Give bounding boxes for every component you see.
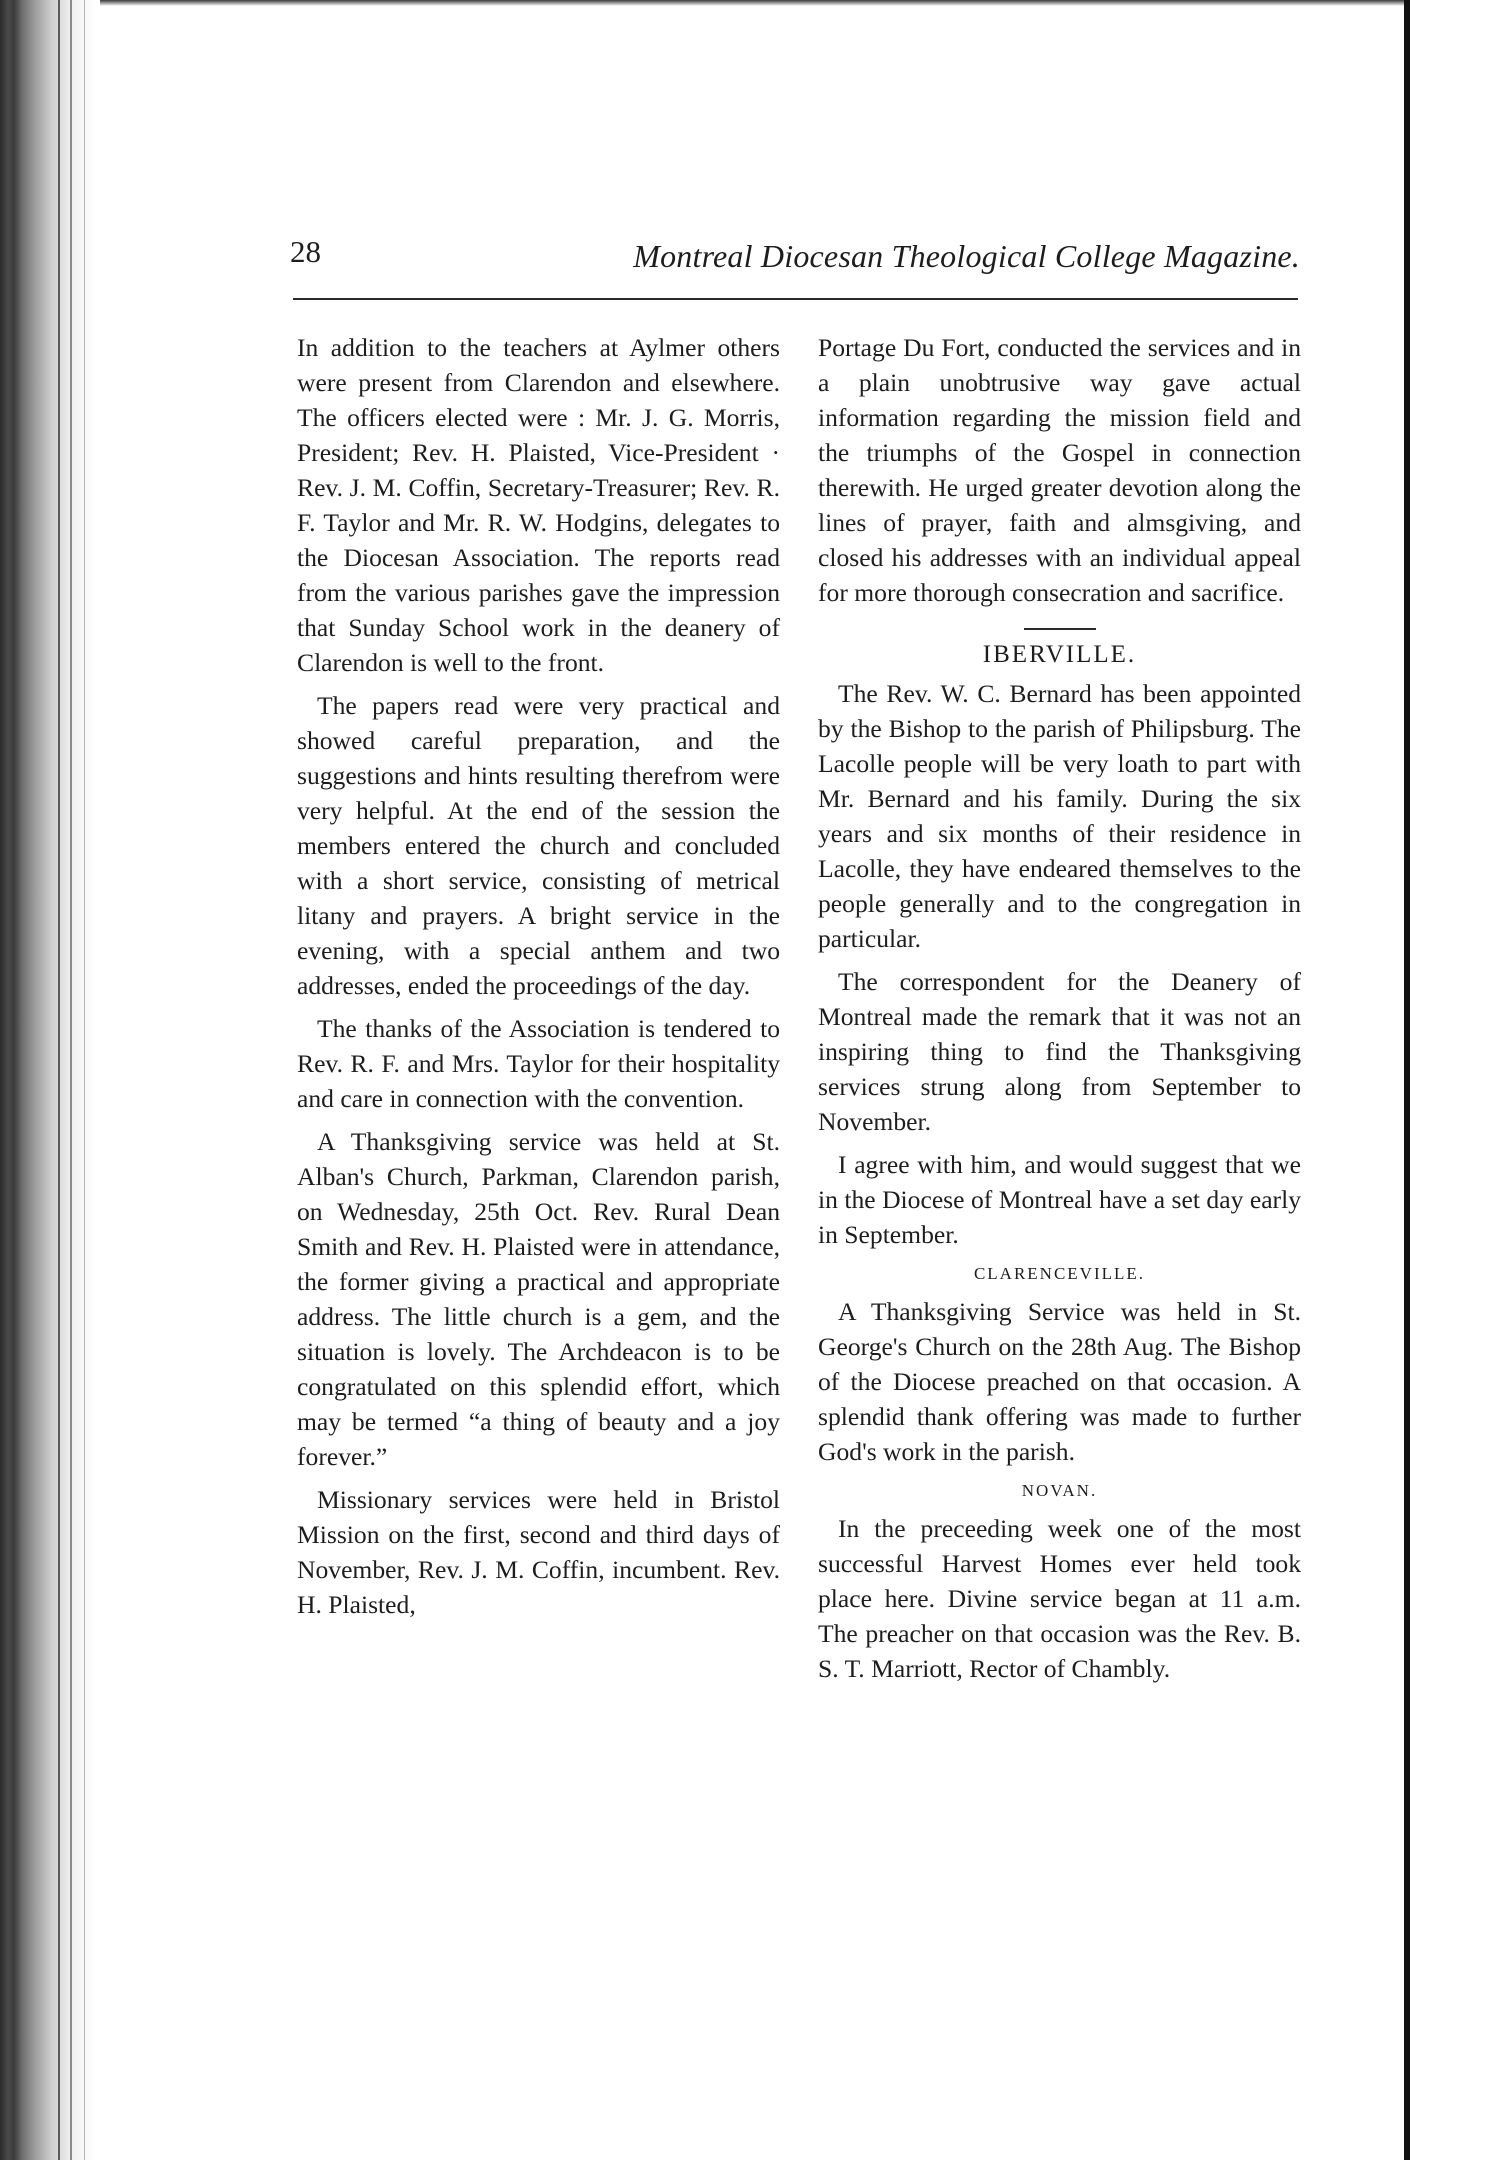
adjacent-page-strip	[1404, 0, 1488, 2160]
section-heading-novan: NOVAN.	[1021, 1481, 1098, 1500]
scan-top-edge	[0, 0, 1488, 6]
paragraph: Portage Du Fort, conducted the services and in a plain unobtrusive way gave actual information regarding the mission field and the triumphs of the Gospel in connection therewith. He urged greater devotion along the lines of prayer, faith and almsgiving, and closed his addresses with an individual appeal for more thorough consecration and sacrifice.	[818, 333, 1301, 607]
adjacent-page-edge	[1404, 0, 1410, 2160]
left-column	[297, 330, 780, 1630]
header-rule	[293, 298, 1298, 300]
section-heading-iberville: IBERVILLE.	[982, 641, 1137, 668]
paragraph: A Thanksgiving service was held at St. Alban's Church, Parkman, Clarendon parish, on Wednesday, 25th Oct. Rev. Rural Dean Smith and Rev. H. Plaisted were in attendance, the former giving a practical and appropriate address. The little church is a gem, and the situation is lovely. The Archdeacon is to be congratulated on this splendid effort, which may be termed “a thing of beauty and a joy forever.”	[297, 1127, 780, 1471]
binding-line	[84, 0, 85, 2160]
page-number: 28	[290, 234, 321, 269]
paragraph: The papers read were very practical and showed careful preparation, and the suggestions and hints resulting therefrom were very helpful. At the end of the session the members entered the church and concluded with a short service, consisting of metrical litany and prayers. A bright service in the evening, with a special anthem and two addresses, ended the proceedings of the day.	[297, 691, 780, 1000]
right-column	[818, 330, 1301, 1694]
binding-line	[58, 0, 60, 2160]
section-heading-clarenceville: CLARENCEVILLE.	[973, 1264, 1146, 1283]
scan-binding-edge	[0, 0, 100, 2160]
paragraph: Missionary services were held in Bristol Mission on the first, second and third days of November, Rev. J. M. Coffin, incumbent. Rev. H. Plaisted,	[297, 1485, 780, 1619]
paragraph: I agree with him, and would suggest that we in the Diocese of Montreal have a set day early in September.	[818, 1150, 1301, 1249]
binding-line	[70, 0, 72, 2160]
paragraph: A Thanksgiving Service was held in St. George's Church on the 28th Aug. The Bishop of the Diocese preached on that occasion. A splendid thank offering was made to further God's work in the parish.	[818, 1297, 1301, 1466]
paragraph: The thanks of the Association is tendered to Rev. R. F. and Mrs. Taylor for their hospitality and care in connection with the convention.	[297, 1014, 780, 1113]
section-divider	[1024, 628, 1096, 630]
paragraph: In the preceeding week one of the most successful Harvest Homes ever held took place here. Divine service began at 11 a.m. The preacher on that occasion was the Rev. B. S. T. Marriott, Rector of Chambly.	[818, 1514, 1301, 1683]
paragraph: The correspondent for the Deanery of Montreal made the remark that it was not an inspiring thing to find the Thanksgiving services strung along from September to November.	[818, 967, 1301, 1136]
paragraph: The Rev. W. C. Bernard has been appointed by the Bishop to the parish of Philipsburg. The Lacolle people will be very loath to part with Mr. Bernard and his family. During the six years and six months of their residence in Lacolle, they have endeared themselves to the people generally and to the congregation in particular.	[818, 679, 1301, 953]
running-title: Montreal Diocesan Theological College Magazine.	[633, 238, 1300, 274]
paragraph: In addition to the teachers at Aylmer others were present from Clarendon and elsewhere. The officers elected were : Mr. J. G. Morris, President; Rev. H. Plaisted, Vice-President · Rev. J. M. Coffin, Secretary-Treasurer; Rev. R. F. Taylor and Mr. R. W. Hodgins, delegates to the Diocesan Association. The reports read from the various parishes gave the impression that Sunday School work in the deanery of Clarendon is well to the front.	[297, 333, 780, 677]
page-header	[290, 228, 1300, 284]
